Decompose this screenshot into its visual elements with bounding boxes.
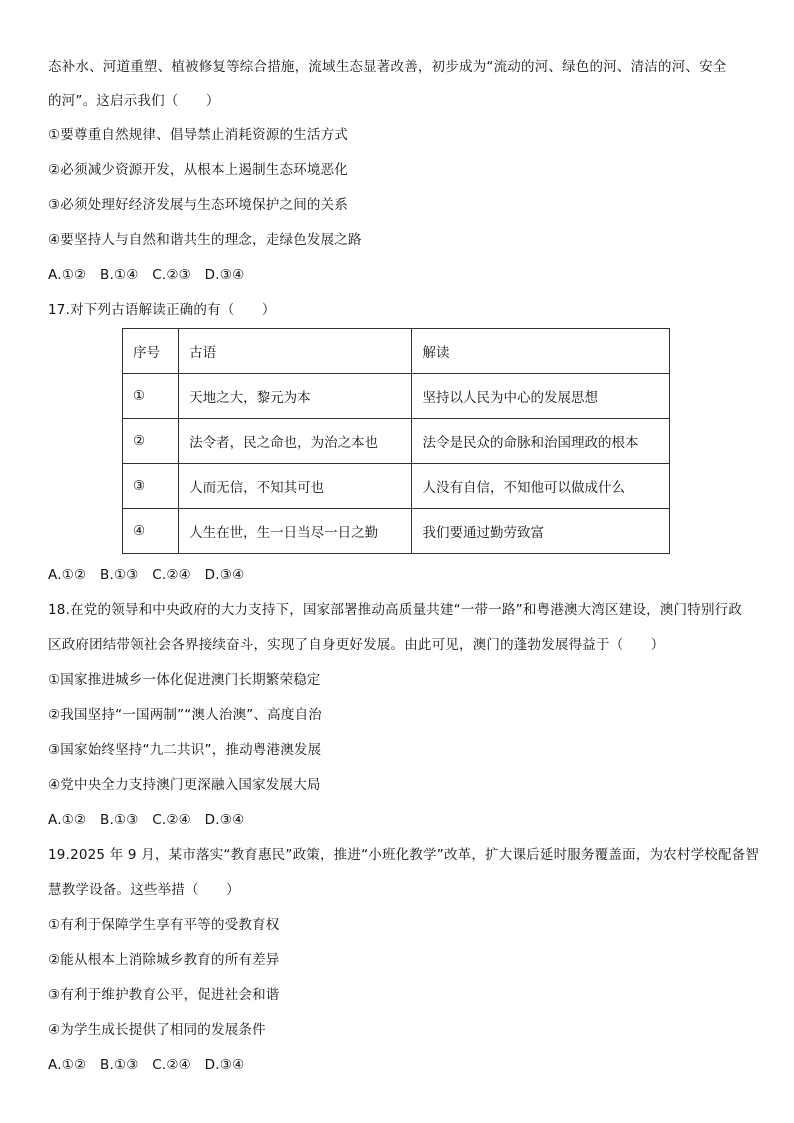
q18-option-1: ①国家推进城乡一体化促进澳门长期繁荣稳定 (48, 672, 321, 688)
table-cell-quote: 人生在世，生一日当尽一日之勤 (179, 509, 412, 554)
q19-stem-line-2: 慧教学设备。这些举措（ ） (48, 882, 240, 898)
q17-table (122, 328, 670, 554)
table-header-quote: 古语 (179, 329, 412, 374)
table-header-row (123, 329, 670, 374)
q18-stem-line-2: 区政府团结带领社会各界接续奋斗，实现了自身更好发展。由此可见，澳门的蓬勃发展得益于（ ） (48, 637, 665, 653)
table-cell-interpretation: 我们要通过勤劳致富 (412, 509, 670, 554)
table-header-interpretation: 解读 (412, 329, 670, 374)
table-cell-quote: 法令者，民之命也，为治之本也 (179, 419, 412, 464)
table-cell-index: ① (123, 374, 179, 419)
table-cell-quote: 天地之大，黎元为本 (179, 374, 412, 419)
q18-option-4: ④党中央全力支持澳门更深融入国家发展大局 (48, 777, 321, 793)
table-cell-interpretation: 人没有自信，不知他可以做成什么 (412, 464, 670, 509)
q19-option-4: ④为学生成长提供了相同的发展条件 (48, 1022, 266, 1038)
q16-option-4: ④要坚持人与自然和谐共生的理念，走绿色发展之路 (48, 232, 362, 248)
q19-stem-line-1: 19.2025 年 9 月，某市落实“教育惠民”政策，推进“小班化教学”改革，扩大课后延时服务覆盖面，为农村学校配备智 (48, 847, 760, 863)
q16-option-1: ①要尊重自然规律、倡导禁止消耗资源的生活方式 (48, 127, 349, 143)
q18-option-2: ②我国坚持“一国两制”“澳人治澳”、高度自治 (48, 707, 322, 723)
table-cell-interpretation: 法令是民众的命脉和治国理政的根本 (412, 419, 670, 464)
q18-stem-line-1: 18.在党的领导和中央政府的大力支持下，国家部署推动高质量共建“一带一路”和粤港澳大湾区建设，澳门特别行政 (48, 602, 743, 618)
table-row (123, 374, 670, 419)
table-cell-quote: 人而无信，不知其可也 (179, 464, 412, 509)
q16-stem-line-1: 态补水、河道重塑、植被修复等综合措施，流域生态显著改善，初步成为“流动的河、绿色的河、清洁的河、安全 (48, 59, 727, 75)
q18-answer-choices: A.①② B.①③ C.②④ D.③④ (48, 812, 245, 828)
q19-answer-choices: A.①② B.①③ C.②④ D.③④ (48, 1057, 245, 1073)
q16-answer-choices: A.①② B.①④ C.②③ D.③④ (48, 267, 245, 283)
q16-stem-line-2: 的河”。这启示我们（ ） (48, 93, 220, 109)
table-header-index: 序号 (123, 329, 179, 374)
table-row (123, 419, 670, 464)
table-row (123, 509, 670, 554)
q17-stem: 17.对下列古语解读正确的有（ ） (48, 302, 276, 318)
q19-option-2: ②能从根本上消除城乡教育的所有差异 (48, 952, 280, 968)
q19-option-1: ①有利于保障学生享有平等的受教育权 (48, 917, 280, 933)
q18-option-3: ③国家始终坚持“九二共识”，推动粤港澳发展 (48, 742, 322, 758)
table-row (123, 464, 670, 509)
q19-option-3: ③有利于维护教育公平，促进社会和谐 (48, 987, 280, 1003)
q16-option-3: ③必须处理好经济发展与生态环境保护之间的关系 (48, 197, 349, 213)
table-cell-interpretation: 坚持以人民为中心的发展思想 (412, 374, 670, 419)
table-cell-index: ② (123, 419, 179, 464)
q16-option-2: ②必须减少资源开发，从根本上遏制生态环境恶化 (48, 162, 349, 178)
table-cell-index: ③ (123, 464, 179, 509)
q17-answer-choices: A.①② B.①③ C.②④ D.③④ (48, 567, 245, 583)
table-cell-index: ④ (123, 509, 179, 554)
